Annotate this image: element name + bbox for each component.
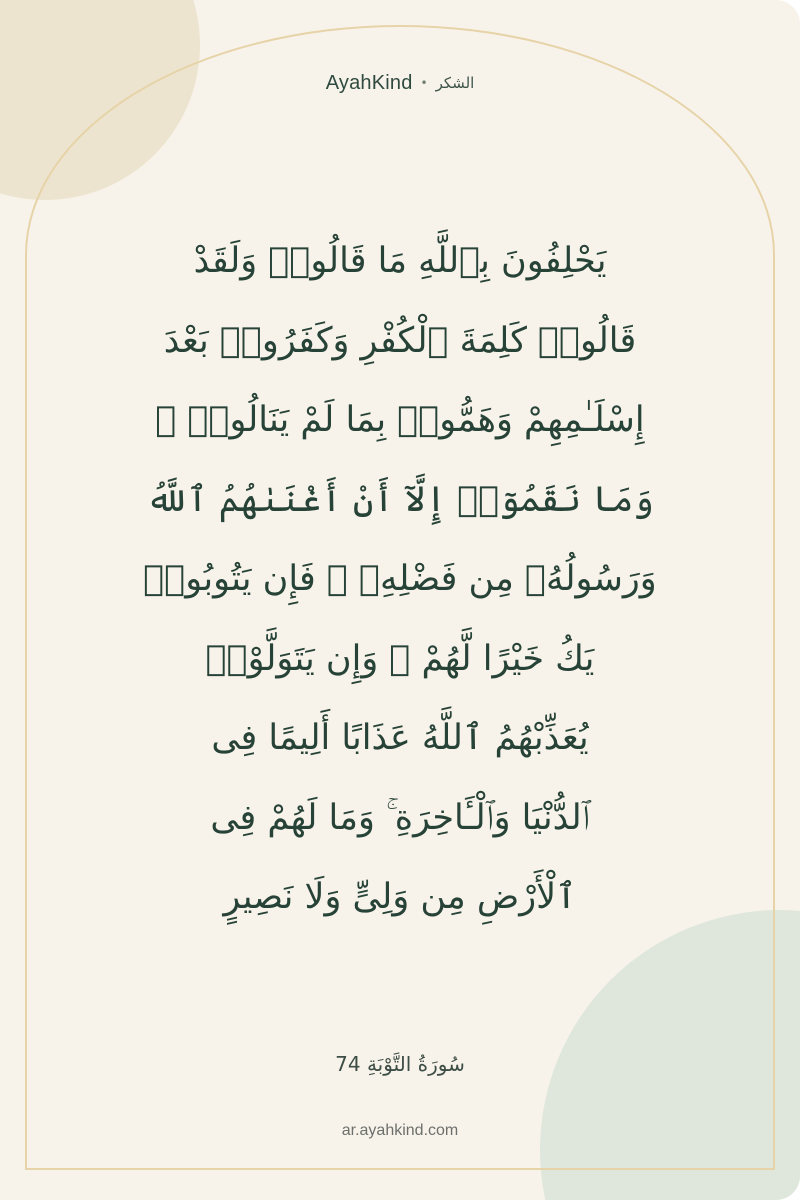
verse-line-5: وَرَسُولُهُۥ مِن فَضْلِهِۦ ۚ فَإِن يَتُوبُوا۟ [143, 559, 657, 599]
verse-line-8: ٱلدُّنْيَا وَٱلْـَٔاخِرَةِ ۚ وَمَا لَهُمْ فِى [210, 797, 590, 838]
category-label: الشكر [435, 74, 475, 92]
verse-line-1: يَحْلِفُونَ بِٱللَّهِ مَا قَالُوا۟ وَلَقَدْ [193, 241, 607, 281]
arch-frame-base [25, 1168, 775, 1170]
separator-dot: • [420, 76, 428, 90]
verse-line-3: إِسْلَـٰمِهِمْ وَهَمُّوا۟ بِمَا لَمْ يَنَالُوا۟ ۚ [155, 400, 645, 440]
verse-line-7: يُعَذِّبْهُمُ ٱللَّهُ عَذَابًا أَلِيمًا فِى [211, 718, 589, 758]
verse-line-6: يَكُ خَيْرًا لَّهُمْ ۖ وَإِن يَتَوَلَّوْا۟ [205, 638, 595, 679]
verse-text [60, 222, 740, 938]
surah-reference: سُورَةُ التَّوْبَةِ 74 [335, 1052, 465, 1076]
website-url: ar.ayahkind.com [341, 1122, 459, 1139]
verse-line-4: وَمَا نَقَمُوٓا۟ إِلَّآ أَنْ أَغْنَىٰهُمُ ٱللَّهُ [146, 479, 654, 520]
brand-name: AyahKind [325, 71, 413, 94]
verse-line-9: ٱلْأَرْضِ مِن وَلِىٍّ وَلَا نَصِيرٍ [223, 877, 577, 917]
verse-line-2: قَالُوا۟ كَلِمَةَ ٱلْكُفْرِ وَكَفَرُوا۟ بَعْدَ [163, 320, 637, 361]
card-header [0, 68, 800, 98]
